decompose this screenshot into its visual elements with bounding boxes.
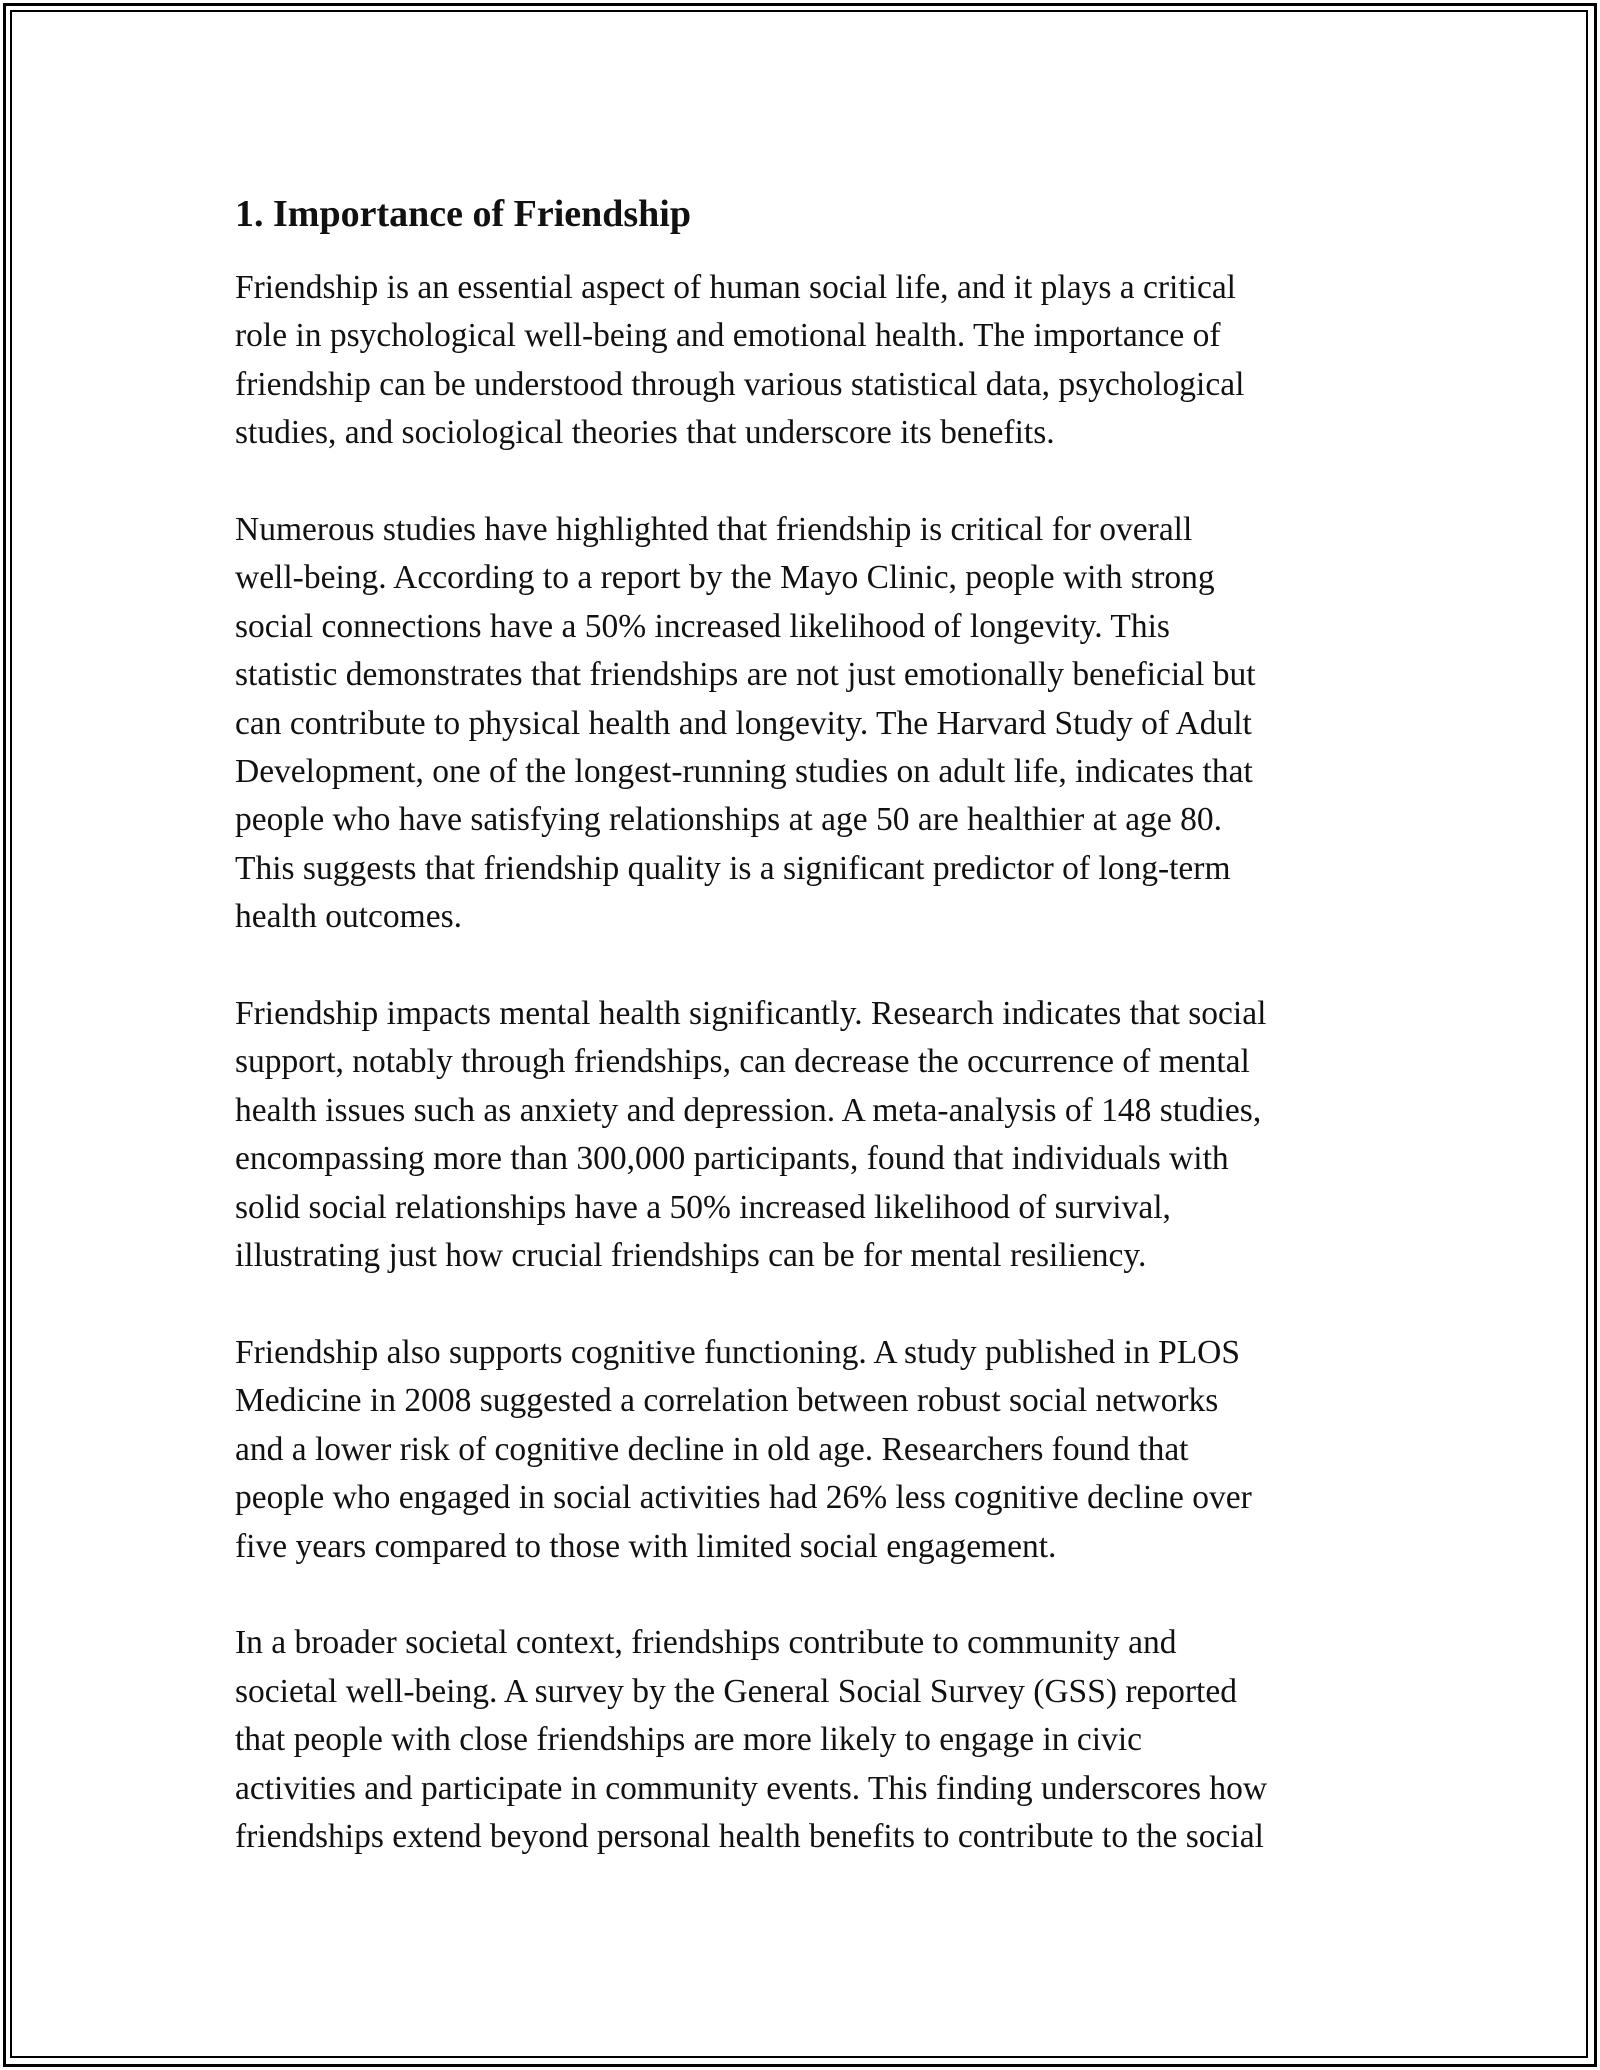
text-line: Friendship is an essential aspect of human social life, and it plays a critical (235, 269, 1236, 306)
paragraph-societal (235, 1619, 1385, 1861)
text-line: Friendship impacts mental health significantly. Research indicates that social (235, 995, 1267, 1033)
text-line: Friendship also supports cognitive functioning. A study published in PLOS (235, 1333, 1240, 1371)
text-line: societal well-being. A survey by the General Social Survey (GSS) reported (235, 1672, 1237, 1710)
paragraph-well-being (235, 506, 1385, 942)
text-line: that people with close friendships are more likely to engage in civic (235, 1721, 1143, 1759)
text-line: This suggests that friendship quality is a significant predictor of long-term (235, 849, 1231, 887)
document-body (235, 186, 1385, 1910)
text-line: can contribute to physical health and longevity. The Harvard Study of Adult (235, 704, 1252, 742)
text-line: health issues such as anxiety and depression. A meta-analysis of 148 studies, (235, 1091, 1262, 1129)
text-line: studies, and sociological theories that underscore its benefits. (235, 414, 1055, 452)
paragraph-mental-health (235, 990, 1385, 1280)
text-line: and a lower risk of cognitive decline in old age. Researchers found that (235, 1430, 1189, 1468)
text-line: health outcomes. (235, 898, 462, 936)
paragraph-cognitive (235, 1329, 1385, 1571)
text-line: encompassing more than 300,000 participants, found that individuals with (235, 1140, 1229, 1178)
text-line: Numerous studies have highlighted that friendship is critical for overall (235, 511, 1193, 549)
text-line: friendships extend beyond personal health benefits to contribute to the social (235, 1817, 1264, 1855)
text-line: people who engaged in social activities had 26% less cognitive decline over (235, 1479, 1252, 1517)
text-line: people who have satisfying relationships at age 50 are healthier at age 80. (235, 801, 1222, 839)
text-line: friendship can be understood through various statistical data, psychological (235, 365, 1245, 403)
text-line: support, notably through friendships, can decrease the occurrence of mental (235, 1043, 1250, 1081)
section-heading: 1. Importance of Friendship (235, 193, 691, 235)
text-line: statistic demonstrates that friendships are not just emotionally beneficial but (235, 656, 1256, 694)
text-line: Medicine in 2008 suggested a correlation between robust social networks (235, 1382, 1219, 1420)
text-line: well-being. According to a report by the Mayo Clinic, people with strong (235, 559, 1215, 597)
text-line: activities and participate in community events. This finding underscores how (235, 1769, 1268, 1807)
text-line: illustrating just how crucial friendships can be for mental resiliency. (235, 1237, 1147, 1275)
text-line: In a broader societal context, friendships contribute to community and (235, 1624, 1177, 1662)
text-line: five years compared to those with limited social engagement. (235, 1527, 1057, 1565)
text-line: solid social relationships have a 50% increased likelihood of survival, (235, 1188, 1171, 1226)
text-line: social connections have a 50% increased likelihood of longevity. This (235, 607, 1170, 645)
text-line: Development, one of the longest-running studies on adult life, indicates that (235, 753, 1253, 791)
paragraph-intro (235, 264, 1385, 458)
text-line: role in psychological well-being and emotional health. The importance of (235, 317, 1221, 355)
